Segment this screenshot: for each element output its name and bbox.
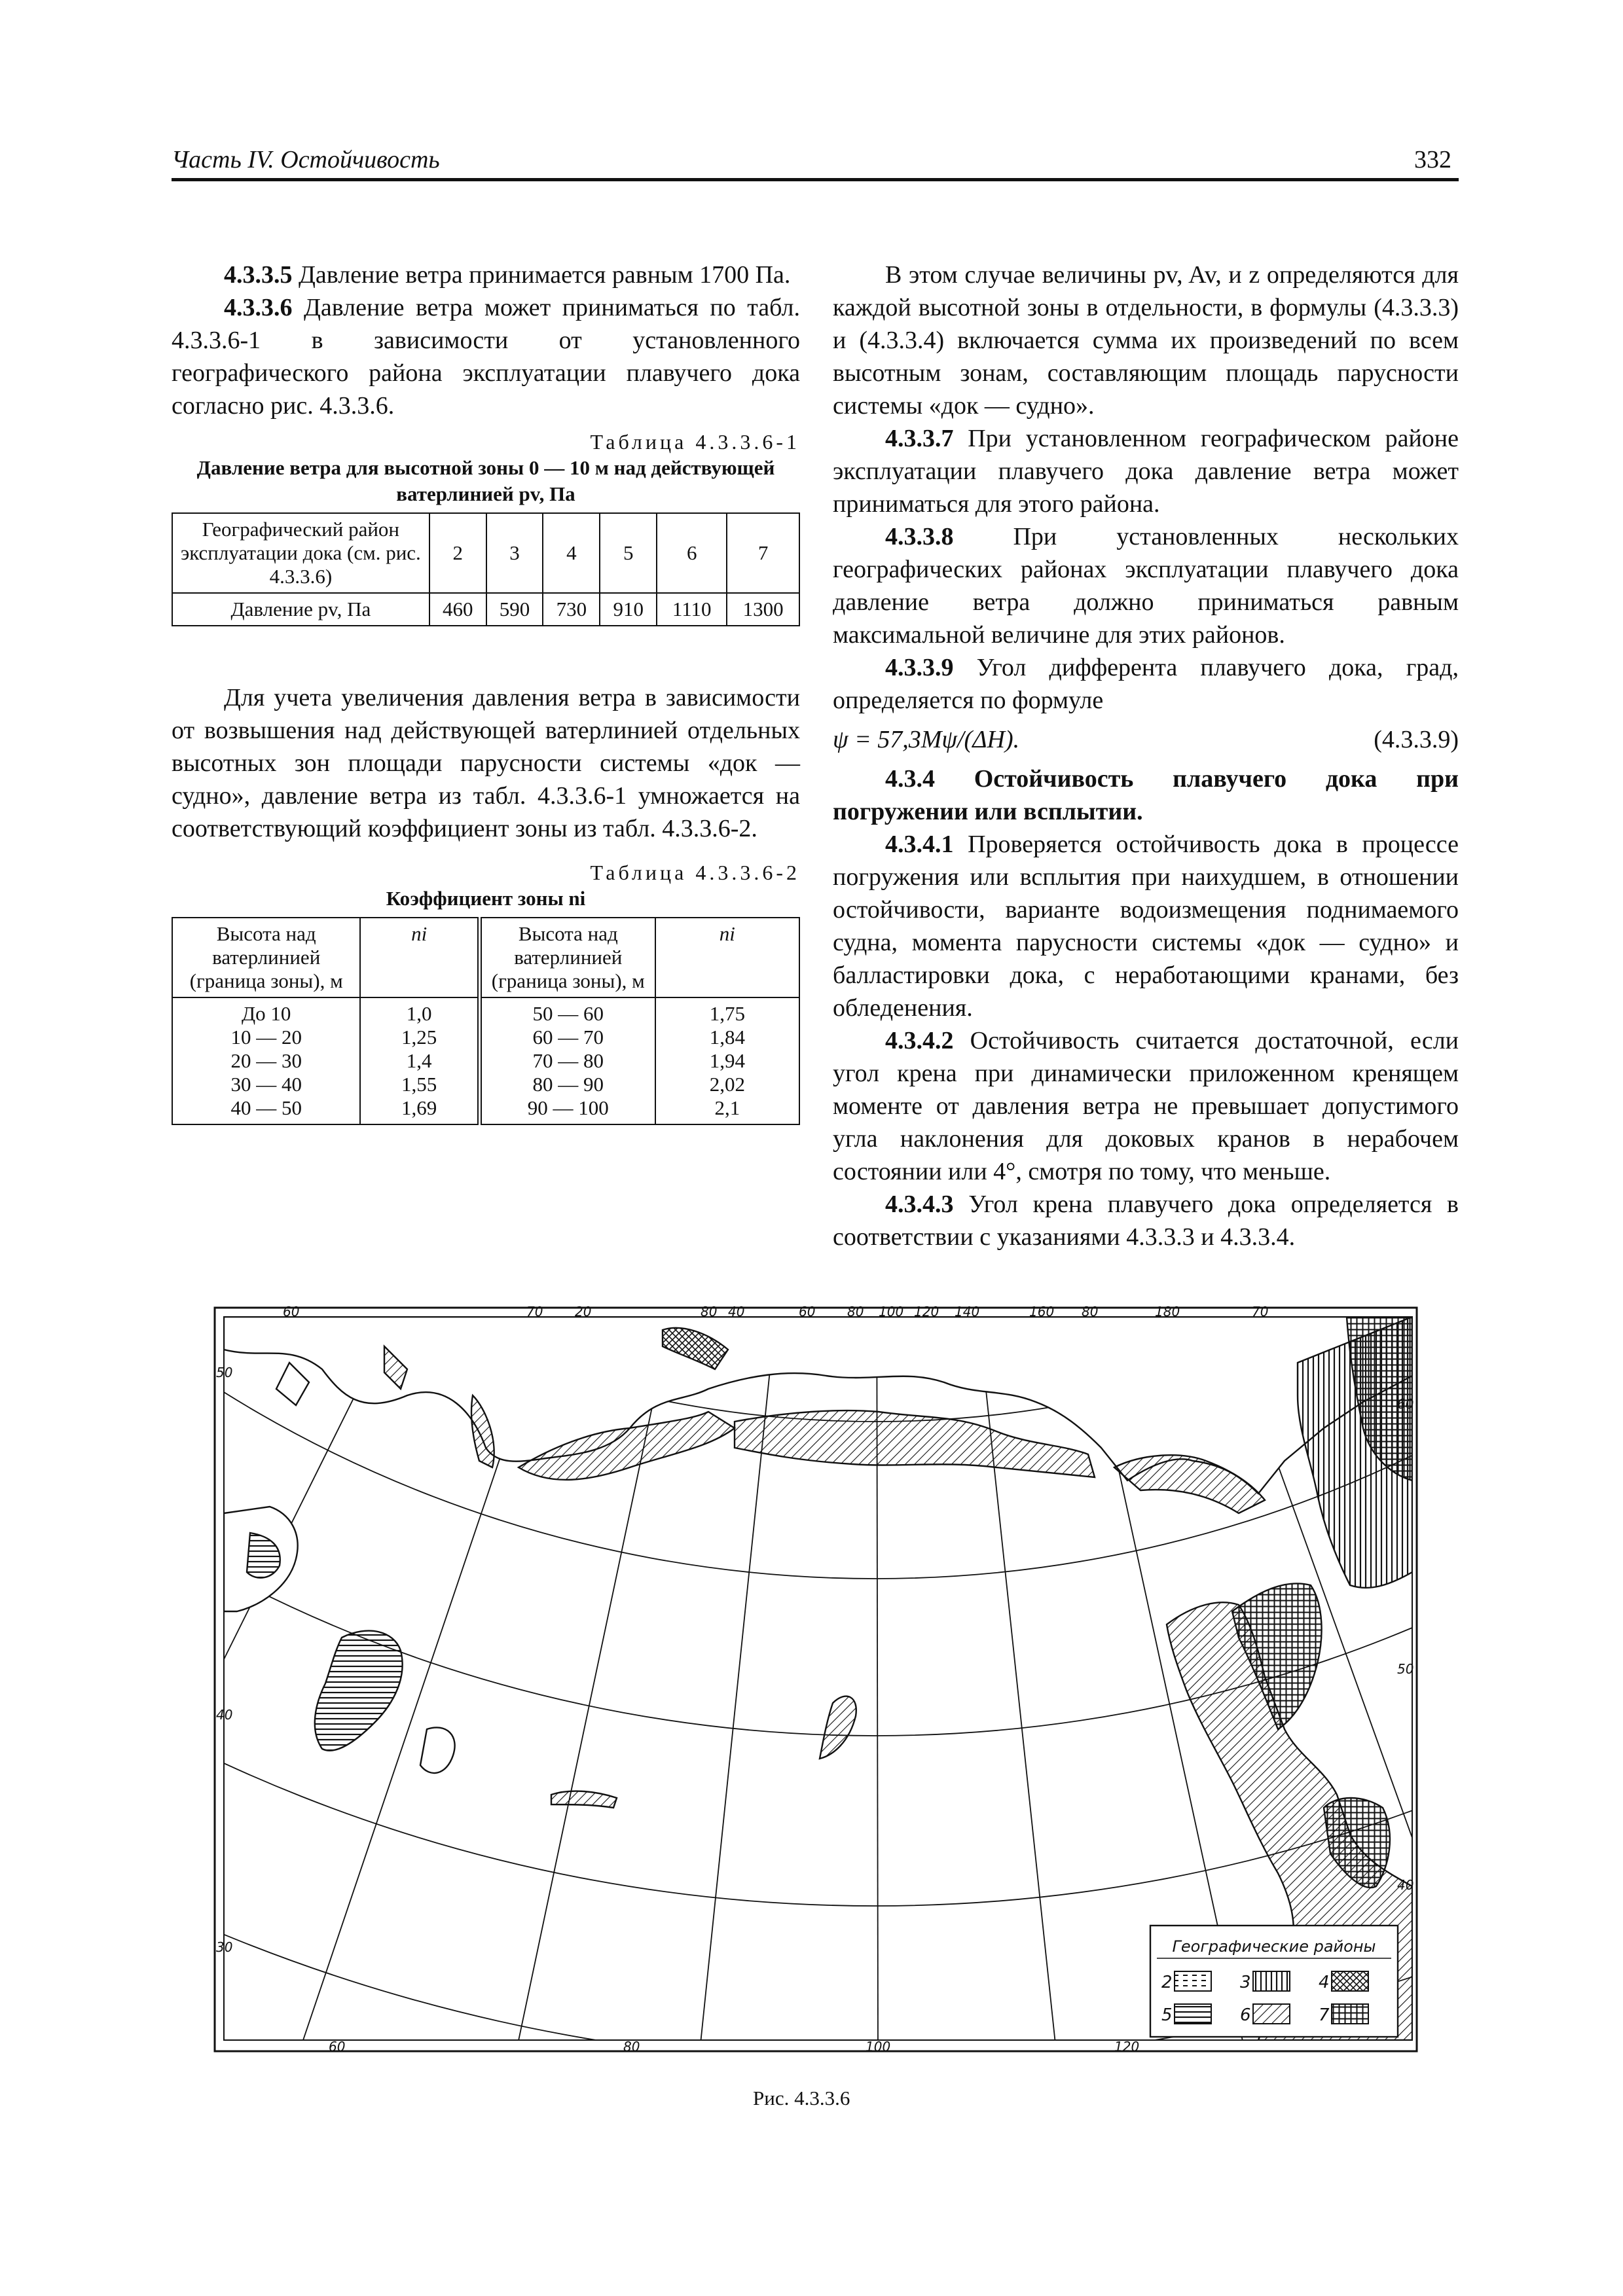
table2-head-height-1: Высота над ватерлинией (граница зоны), м xyxy=(172,918,360,997)
table-cell: 5 xyxy=(600,513,657,593)
scale-right-0: 60 xyxy=(1397,1396,1414,1412)
formula-expression: ψ = 57,3Mψ/(ΔH). xyxy=(833,726,1020,753)
table-cell: 1110 xyxy=(657,593,727,626)
geographic-regions-map xyxy=(211,1297,1422,2062)
table-cell: 590 xyxy=(486,593,543,626)
scale-top-8: 120 xyxy=(914,1304,939,1319)
table2-col-heights-2: 50 — 60 60 — 70 70 — 80 80 — 90 90 — 100 xyxy=(479,997,655,1124)
scale-top-2: 20 xyxy=(575,1304,592,1319)
table-cell: 7 xyxy=(727,513,799,593)
figure-caption: Рис. 4.3.3.6 xyxy=(753,2087,850,2109)
table-wind-pressure xyxy=(172,512,800,626)
para-4-3-3-5: 4.3.3.5 Давление ветра принимается равным 1700 Па. xyxy=(224,261,791,289)
scale-right-1: 50 xyxy=(1397,1661,1414,1677)
scale-top-12: 180 xyxy=(1155,1304,1180,1319)
table2-caption: Таблица 4.3.3.6-2 xyxy=(590,861,800,884)
scale-top-4: 40 xyxy=(728,1304,745,1319)
scale-bottom-2: 100 xyxy=(866,2039,891,2054)
table-cell: 910 xyxy=(600,593,657,626)
scale-top-13: 70 xyxy=(1252,1304,1269,1319)
scale-top-6: 80 xyxy=(847,1304,864,1319)
table1-row1-head: Географический район эксплуатации дока (см. рис. 4.3.3.6) xyxy=(172,513,429,593)
table-cell: 4 xyxy=(543,513,600,593)
legend-label-3: 3 xyxy=(1240,1973,1251,1992)
table-row xyxy=(172,997,799,1124)
scale-left-0: 50 xyxy=(216,1365,233,1380)
table-row xyxy=(172,593,799,626)
legend-swatch-7 xyxy=(1332,2004,1368,2024)
table2-head-n-2: ni xyxy=(655,918,799,997)
page-number: 332 xyxy=(1414,146,1451,173)
legend-swatch-5 xyxy=(1175,2004,1211,2024)
running-header-part: Часть IV. Остойчивость xyxy=(172,146,440,173)
legend-label-2: 2 xyxy=(1161,1973,1173,1992)
scale-top-11: 80 xyxy=(1082,1304,1099,1319)
legend-swatch-4 xyxy=(1332,1971,1368,1991)
table-cell: 730 xyxy=(543,593,600,626)
formula-trim-angle xyxy=(833,723,1459,756)
para-4-3-3-6: 4.3.3.6 Давление ветра может приниматься по табл. 4.3.3.6-1 в зависимости от установленного географического района эксплуатации плавучего дока согласно рис. 4.3.3.6. xyxy=(172,294,800,420)
legend-label-6: 6 xyxy=(1240,2005,1251,2025)
para-4-3-4-3: 4.3.4.3 Угол крена плавучего дока определяется в соответствии с указаниями 4.3.3.3 и 4.3.3.4. xyxy=(833,1191,1459,1251)
legend-swatch-3 xyxy=(1253,1971,1290,1991)
legend-swatch-2 xyxy=(1175,1971,1211,1991)
table-zone-coefficient xyxy=(172,917,800,1125)
scale-top-1: 70 xyxy=(526,1304,543,1319)
table2-head-height-2: Высота над ватерлинией (граница зоны), м xyxy=(479,918,655,997)
table-cell: 460 xyxy=(429,593,486,626)
legend-swatch-6 xyxy=(1253,2004,1290,2024)
right-column xyxy=(833,259,1459,1253)
scale-top-3: 80 xyxy=(701,1304,718,1319)
para-height-zones: Для учета увеличения давления ветра в зависимости от возвышения над действующей ватерлинией отдельных высотных зон площади парусности системы «док — судно», давление ветра из табл. 4.3.3.6-1 умножается на соответствующий коэффициент зоны из табл. 4.3.3.6-2. xyxy=(172,684,800,842)
scale-top-9: 140 xyxy=(955,1304,980,1319)
para-4-3-4-1: 4.3.4.1 Проверяется остойчивость дока в процессе погружения или всплытия при наихудшем, в отношении остойчивости, варианте водоизмещения поднимаемого судна, момента парусности системы «док — судно» и балластировки дока, с неработающими кранами, без обледенения. xyxy=(833,831,1459,1022)
scale-top-10: 160 xyxy=(1029,1304,1055,1319)
table2-col-n-2: 1,75 1,84 1,94 2,02 2,1 xyxy=(655,997,799,1124)
scale-left-1: 40 xyxy=(216,1707,233,1723)
table1-title: Давление ветра для высотной зоны 0 — 10 м над действующей ватерлинией pv, Па xyxy=(196,456,775,505)
scale-bottom-1: 80 xyxy=(623,2039,640,2054)
scale-bottom-0: 60 xyxy=(329,2039,346,2054)
table-row xyxy=(172,513,799,593)
legend-label-5: 5 xyxy=(1161,2005,1173,2025)
table1-caption: Таблица 4.3.3.6-1 xyxy=(590,430,800,454)
scale-top-5: 60 xyxy=(799,1304,816,1319)
para-4-3-3-9: 4.3.3.9 Угол дифферента плавучего дока, град, определяется по формуле xyxy=(833,654,1459,714)
left-column xyxy=(172,259,800,1125)
table2-title: Коэффициент зоны ni xyxy=(386,887,586,910)
map-svg xyxy=(211,1297,1422,2062)
header-rule xyxy=(172,178,1459,181)
para-4-3-3-7: 4.3.3.7 При установленном географическом районе эксплуатации плавучего дока давление ветра может приниматься для этого района. xyxy=(833,425,1459,518)
table2-head-n-1: ni xyxy=(360,918,479,997)
table-cell: 3 xyxy=(486,513,543,593)
legend-label-7: 7 xyxy=(1319,2005,1330,2025)
legend-title: Географические районы xyxy=(1172,1937,1376,1956)
section-heading-4-3-4: 4.3.4 Остойчивость плавучего дока при погружении или всплытии. xyxy=(833,765,1459,825)
table2-col-n-1: 1,0 1,25 1,4 1,55 1,69 xyxy=(360,997,479,1124)
map-legend xyxy=(1150,1926,1398,2037)
formula-number: (4.3.3.9) xyxy=(1374,726,1459,753)
para-4-3-4-2: 4.3.4.2 Остойчивость считается достаточной, если угол крена при динамически приложенном кренящем моменте от давления ветра не превышает допустимого угла наклонения для доковых кранов в нерабочем состоянии или 4°, смотря по тому, что меньше. xyxy=(833,1027,1459,1185)
table-cell: 2 xyxy=(429,513,486,593)
table2-col-heights-1: До 10 10 — 20 20 — 30 30 — 40 40 — 50 xyxy=(172,997,360,1124)
para-zones-summary: В этом случае величины pv, Av, и z определяются для каждой высотной зоны в отдельности, в формулы (4.3.3.3) и (4.3.3.4) включается сумма их произведений по всем высотным зонам, составляющим площадь парусности системы «док — судно». xyxy=(833,261,1459,420)
scale-top-0: 60 xyxy=(283,1304,300,1319)
scale-left-2: 30 xyxy=(216,1939,233,1955)
scale-right-2: 40 xyxy=(1397,1877,1414,1893)
table-cell: 1300 xyxy=(727,593,799,626)
legend-label-4: 4 xyxy=(1319,1973,1330,1992)
table-row xyxy=(172,918,799,997)
scale-top-7: 100 xyxy=(879,1304,904,1319)
table1-row2-head: Давление pv, Па xyxy=(172,593,429,626)
para-4-3-3-8: 4.3.3.8 При установленных нескольких географических районах эксплуатации плавучего дока давление ветра должно приниматься равным максимальной величине для этих районов. xyxy=(833,523,1459,649)
scale-bottom-3: 120 xyxy=(1114,2039,1140,2054)
table-cell: 6 xyxy=(657,513,727,593)
